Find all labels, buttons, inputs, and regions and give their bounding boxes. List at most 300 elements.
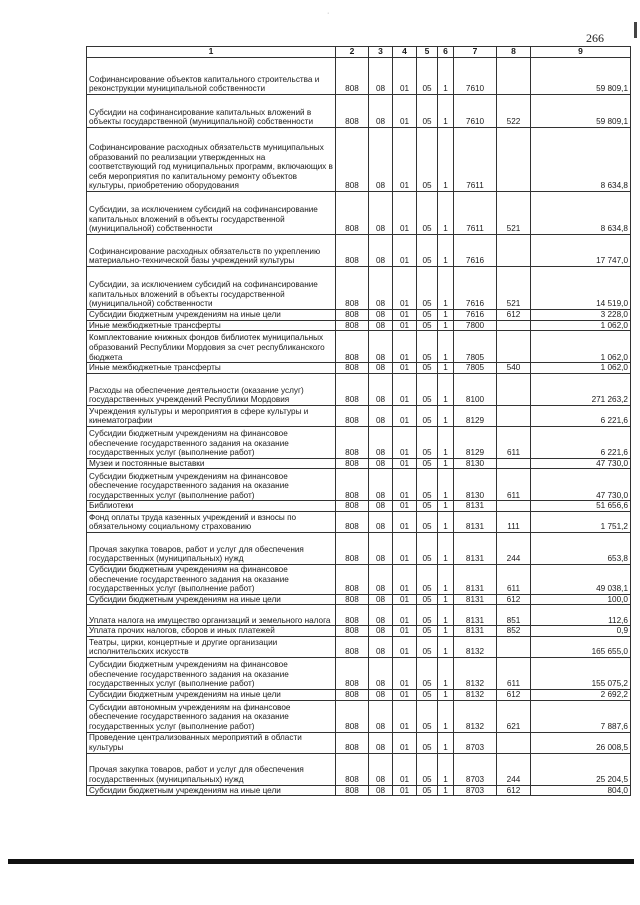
row-code-section: 08 [369, 426, 393, 458]
row-amount: 1 062,0 [531, 320, 631, 331]
row-name: Фонд оплаты труда казенных учреждений и взносы по обязательному социальному страхованию [87, 511, 336, 532]
row-code-program: 05 [417, 331, 438, 363]
row-code-target: 8132 [454, 657, 497, 689]
row-code-ministry: 808 [336, 373, 369, 405]
row-name: Музеи и постоянные выставки [87, 458, 336, 469]
row-code-section: 08 [369, 58, 393, 95]
row-code-section: 08 [369, 564, 393, 594]
row-code-section: 08 [369, 511, 393, 532]
budget-table [86, 46, 631, 796]
row-name: Прочая закупка товаров, работ и услуг для обеспечения государственных (муниципальных) нужд [87, 753, 336, 785]
row-name: Субсидии, за исключением субсидий на софинансирование капитальных вложений в объекты государственной (муниципальной) собственности [87, 267, 336, 310]
row-code-subsection: 01 [393, 626, 417, 637]
row-code-target: 8131 [454, 626, 497, 637]
row-code-target: 8131 [454, 605, 497, 626]
row-code-program: 05 [417, 753, 438, 785]
row-code-ministry: 808 [336, 95, 369, 128]
row-amount: 1 062,0 [531, 363, 631, 374]
row-amount: 17 747,0 [531, 235, 631, 267]
row-code-subprogram: 1 [438, 320, 454, 331]
row-amount: 165 655,0 [531, 636, 631, 657]
row-code-ministry: 808 [336, 605, 369, 626]
row-code-subprogram: 1 [438, 373, 454, 405]
row-code-program: 05 [417, 320, 438, 331]
row-code-target: 8131 [454, 511, 497, 532]
table-row [87, 310, 631, 321]
row-code-expense-type: 244 [497, 532, 531, 564]
table-row [87, 626, 631, 637]
row-code-program: 05 [417, 235, 438, 267]
row-code-expense-type: 521 [497, 192, 531, 235]
row-code-subsection: 01 [393, 636, 417, 657]
row-code-target: 7611 [454, 192, 497, 235]
row-code-target: 8131 [454, 564, 497, 594]
row-name: Субсидии бюджетным учреждениям на иные цели [87, 785, 336, 796]
row-amount: 51 656,6 [531, 501, 631, 512]
row-code-expense-type: 611 [497, 564, 531, 594]
row-code-section: 08 [369, 331, 393, 363]
row-amount: 25 204,5 [531, 753, 631, 785]
row-code-subsection: 01 [393, 363, 417, 374]
row-code-subprogram: 1 [438, 605, 454, 626]
row-code-expense-type: 851 [497, 605, 531, 626]
row-code-subsection: 01 [393, 128, 417, 192]
row-code-subprogram: 1 [438, 331, 454, 363]
row-name: Иные межбюджетные трансферты [87, 363, 336, 374]
row-name: Софинансирование объектов капитального строительства и реконструкции муниципальной собственности [87, 58, 336, 95]
row-code-expense-type: 611 [497, 426, 531, 458]
table-row [87, 192, 631, 235]
row-code-target: 8132 [454, 636, 497, 657]
row-code-ministry: 808 [336, 458, 369, 469]
column-header: 8 [497, 47, 531, 58]
row-code-ministry: 808 [336, 511, 369, 532]
row-code-expense-type: 621 [497, 700, 531, 732]
row-code-subsection: 01 [393, 753, 417, 785]
row-code-program: 05 [417, 501, 438, 512]
row-code-subprogram: 1 [438, 501, 454, 512]
row-code-expense-type [497, 501, 531, 512]
row-code-subprogram: 1 [438, 700, 454, 732]
row-amount: 8 634,8 [531, 128, 631, 192]
row-code-subprogram: 1 [438, 636, 454, 657]
row-code-section: 08 [369, 405, 393, 426]
row-code-ministry: 808 [336, 636, 369, 657]
row-amount: 653,8 [531, 532, 631, 564]
row-code-program: 05 [417, 363, 438, 374]
row-name: Проведение централизованных мероприятий в области культуры [87, 732, 336, 753]
row-amount: 6 221,6 [531, 426, 631, 458]
row-code-ministry: 808 [336, 235, 369, 267]
row-code-ministry: 808 [336, 564, 369, 594]
row-code-expense-type [497, 732, 531, 753]
table-row [87, 58, 631, 95]
row-code-subprogram: 1 [438, 405, 454, 426]
table-row [87, 235, 631, 267]
row-code-expense-type: 612 [497, 689, 531, 700]
row-code-subsection: 01 [393, 95, 417, 128]
column-header: 1 [87, 47, 336, 58]
row-code-program: 05 [417, 310, 438, 321]
row-code-subprogram: 1 [438, 235, 454, 267]
row-name: Расходы на обеспечение деятельности (оказание услуг) государственных учреждений Республики Мордовия [87, 373, 336, 405]
row-code-section: 08 [369, 626, 393, 637]
row-code-subprogram: 1 [438, 753, 454, 785]
row-code-target: 8131 [454, 594, 497, 605]
row-code-ministry: 808 [336, 532, 369, 564]
row-code-program: 05 [417, 405, 438, 426]
row-code-program: 05 [417, 594, 438, 605]
row-code-expense-type [497, 405, 531, 426]
row-code-section: 08 [369, 363, 393, 374]
row-code-subsection: 01 [393, 458, 417, 469]
row-code-section: 08 [369, 605, 393, 626]
row-code-expense-type: 612 [497, 310, 531, 321]
table-row [87, 331, 631, 363]
table-row [87, 636, 631, 657]
row-code-ministry: 808 [336, 657, 369, 689]
row-code-program: 05 [417, 636, 438, 657]
table-body [87, 58, 631, 796]
row-code-subsection: 01 [393, 469, 417, 501]
row-code-subsection: 01 [393, 501, 417, 512]
table-row [87, 363, 631, 374]
row-code-target: 7611 [454, 128, 497, 192]
row-code-target: 8129 [454, 426, 497, 458]
row-code-expense-type: 521 [497, 267, 531, 310]
row-code-program: 05 [417, 426, 438, 458]
table-row [87, 657, 631, 689]
row-code-subprogram: 1 [438, 626, 454, 637]
row-code-subsection: 01 [393, 732, 417, 753]
row-code-program: 05 [417, 95, 438, 128]
table-row [87, 532, 631, 564]
row-code-target: 8131 [454, 532, 497, 564]
row-code-section: 08 [369, 689, 393, 700]
table-row [87, 373, 631, 405]
row-amount: 2 692,2 [531, 689, 631, 700]
row-code-target: 8132 [454, 689, 497, 700]
row-code-program: 05 [417, 373, 438, 405]
row-amount: 7 887,6 [531, 700, 631, 732]
row-name: Субсидии автономным учреждениям на финансовое обеспечение государственного задания на оказание государственных услуг (выполнение работ) [87, 700, 336, 732]
column-header: 4 [393, 47, 417, 58]
row-code-target: 7805 [454, 331, 497, 363]
row-code-subprogram: 1 [438, 594, 454, 605]
row-code-subprogram: 1 [438, 732, 454, 753]
row-code-ministry: 808 [336, 320, 369, 331]
row-code-subprogram: 1 [438, 564, 454, 594]
row-name: Субсидии бюджетным учреждениям на финансовое обеспечение государственного задания на оказание государственных услуг (выполнение работ) [87, 426, 336, 458]
row-code-subprogram: 1 [438, 532, 454, 564]
row-code-expense-type [497, 320, 531, 331]
table-row [87, 700, 631, 732]
row-code-target: 8130 [454, 469, 497, 501]
row-name: Субсидии бюджетным учреждениям на финансовое обеспечение государственного задания на оказание государственных услуг (выполнение работ) [87, 564, 336, 594]
column-header: 9 [531, 47, 631, 58]
row-code-target: 7616 [454, 235, 497, 267]
row-code-expense-type: 111 [497, 511, 531, 532]
row-code-ministry: 808 [336, 405, 369, 426]
row-code-target: 7616 [454, 267, 497, 310]
row-code-subprogram: 1 [438, 458, 454, 469]
table-row [87, 511, 631, 532]
table-row [87, 426, 631, 458]
row-code-section: 08 [369, 320, 393, 331]
row-code-target: 8703 [454, 785, 497, 796]
column-header: 2 [336, 47, 369, 58]
row-code-section: 08 [369, 469, 393, 501]
row-code-subprogram: 1 [438, 95, 454, 128]
row-code-section: 08 [369, 373, 393, 405]
row-code-section: 08 [369, 732, 393, 753]
row-code-program: 05 [417, 564, 438, 594]
row-code-target: 7616 [454, 310, 497, 321]
row-code-section: 08 [369, 458, 393, 469]
table-row [87, 405, 631, 426]
row-code-ministry: 808 [336, 594, 369, 605]
row-code-subsection: 01 [393, 700, 417, 732]
row-code-program: 05 [417, 458, 438, 469]
row-amount: 8 634,8 [531, 192, 631, 235]
row-amount: 14 519,0 [531, 267, 631, 310]
row-code-subsection: 01 [393, 373, 417, 405]
row-code-ministry: 808 [336, 426, 369, 458]
table-row [87, 785, 631, 796]
scan-speck: · [327, 10, 330, 17]
row-name: Софинансирование расходных обязательств по укреплению материально-технической базы учреждений культуры [87, 235, 336, 267]
row-code-expense-type [497, 58, 531, 95]
row-code-program: 05 [417, 58, 438, 95]
row-name: Субсидии бюджетным учреждениям на иные цели [87, 310, 336, 321]
row-code-target: 8100 [454, 373, 497, 405]
row-code-target: 7800 [454, 320, 497, 331]
row-code-expense-type: 612 [497, 785, 531, 796]
row-name: Комплектование книжных фондов библиотек муниципальных образований Республики Мордовия за счет республиканского бюджета [87, 331, 336, 363]
row-code-ministry: 808 [336, 626, 369, 637]
table-row [87, 95, 631, 128]
row-code-ministry: 808 [336, 331, 369, 363]
row-code-ministry: 808 [336, 700, 369, 732]
row-code-program: 05 [417, 267, 438, 310]
table-row [87, 320, 631, 331]
row-code-subsection: 01 [393, 564, 417, 594]
row-amount: 26 008,5 [531, 732, 631, 753]
row-code-section: 08 [369, 235, 393, 267]
row-code-subsection: 01 [393, 426, 417, 458]
row-name: Субсидии бюджетным учреждениям на иные цели [87, 594, 336, 605]
row-name: Уплата прочих налогов, сборов и иных платежей [87, 626, 336, 637]
table-row [87, 689, 631, 700]
row-code-subprogram: 1 [438, 363, 454, 374]
row-amount: 59 809,1 [531, 58, 631, 95]
row-code-subsection: 01 [393, 532, 417, 564]
row-code-section: 08 [369, 95, 393, 128]
table-row [87, 458, 631, 469]
table-row [87, 753, 631, 785]
row-code-target: 8131 [454, 501, 497, 512]
row-amount: 1 751,2 [531, 511, 631, 532]
row-amount: 155 075,2 [531, 657, 631, 689]
table-row [87, 564, 631, 594]
row-code-section: 08 [369, 192, 393, 235]
row-code-subsection: 01 [393, 331, 417, 363]
table-header-row [87, 47, 631, 58]
row-code-subsection: 01 [393, 594, 417, 605]
row-amount: 59 809,1 [531, 95, 631, 128]
row-code-ministry: 808 [336, 753, 369, 785]
row-code-expense-type [497, 373, 531, 405]
table-row [87, 501, 631, 512]
row-amount: 271 263,2 [531, 373, 631, 405]
row-code-program: 05 [417, 128, 438, 192]
row-name: Учреждения культуры и мероприятия в сфере культуры и кинематографии [87, 405, 336, 426]
row-name: Библиотеки [87, 501, 336, 512]
row-code-program: 05 [417, 532, 438, 564]
row-amount: 100,0 [531, 594, 631, 605]
row-code-expense-type [497, 128, 531, 192]
row-code-program: 05 [417, 700, 438, 732]
row-code-expense-type [497, 235, 531, 267]
row-code-subprogram: 1 [438, 58, 454, 95]
row-code-target: 8132 [454, 700, 497, 732]
row-code-subprogram: 1 [438, 267, 454, 310]
row-code-subprogram: 1 [438, 469, 454, 501]
table-row [87, 128, 631, 192]
row-code-program: 05 [417, 192, 438, 235]
column-header: 7 [454, 47, 497, 58]
page-number: 266 [586, 31, 604, 45]
row-amount: 47 730,0 [531, 458, 631, 469]
row-amount: 47 730,0 [531, 469, 631, 501]
row-code-expense-type: 522 [497, 95, 531, 128]
row-code-subsection: 01 [393, 310, 417, 321]
row-code-ministry: 808 [336, 689, 369, 700]
row-code-subsection: 01 [393, 267, 417, 310]
row-name: Субсидии на софинансирование капитальных вложений в объекты государственной (муниципальной) собственности [87, 95, 336, 128]
row-code-section: 08 [369, 594, 393, 605]
row-name: Театры, цирки, концертные и другие организации исполнительских искусств [87, 636, 336, 657]
row-code-subprogram: 1 [438, 785, 454, 796]
row-code-target: 7610 [454, 58, 497, 95]
row-code-subsection: 01 [393, 58, 417, 95]
row-code-subprogram: 1 [438, 657, 454, 689]
row-code-ministry: 808 [336, 363, 369, 374]
row-code-ministry: 808 [336, 310, 369, 321]
scan-edge-mark [634, 22, 637, 38]
row-code-target: 7610 [454, 95, 497, 128]
row-code-target: 8129 [454, 405, 497, 426]
row-code-ministry: 808 [336, 469, 369, 501]
row-code-subprogram: 1 [438, 511, 454, 532]
row-amount: 112,6 [531, 605, 631, 626]
row-code-subprogram: 1 [438, 310, 454, 321]
row-amount: 804,0 [531, 785, 631, 796]
row-code-subprogram: 1 [438, 128, 454, 192]
row-amount: 6 221,6 [531, 405, 631, 426]
row-code-program: 05 [417, 732, 438, 753]
row-code-program: 05 [417, 657, 438, 689]
row-code-program: 05 [417, 469, 438, 501]
row-name: Субсидии, за исключением субсидий на софинансирование капитальных вложений в объекты государственной (муниципальной) собственности [87, 192, 336, 235]
row-code-target: 8703 [454, 732, 497, 753]
row-code-expense-type: 611 [497, 657, 531, 689]
table-row [87, 469, 631, 501]
row-code-section: 08 [369, 501, 393, 512]
row-name: Прочая закупка товаров, работ и услуг для обеспечения государственных (муниципальных) нужд [87, 532, 336, 564]
row-code-section: 08 [369, 128, 393, 192]
row-code-subprogram: 1 [438, 426, 454, 458]
row-name: Субсидии бюджетным учреждениям на финансовое обеспечение государственного задания на оказание государственных услуг (выполнение работ) [87, 657, 336, 689]
row-code-program: 05 [417, 689, 438, 700]
row-code-expense-type [497, 636, 531, 657]
row-code-subsection: 01 [393, 785, 417, 796]
row-code-section: 08 [369, 657, 393, 689]
row-code-subsection: 01 [393, 405, 417, 426]
table-row [87, 732, 631, 753]
row-name: Субсидии бюджетным учреждениям на иные цели [87, 689, 336, 700]
row-name: Субсидии бюджетным учреждениям на финансовое обеспечение государственного задания на оказание государственных услуг (выполнение работ) [87, 469, 336, 501]
row-code-expense-type: 612 [497, 594, 531, 605]
bottom-rule [8, 859, 634, 864]
row-amount: 49 038,1 [531, 564, 631, 594]
column-header: 3 [369, 47, 393, 58]
row-code-expense-type: 244 [497, 753, 531, 785]
row-code-program: 05 [417, 511, 438, 532]
table-row [87, 267, 631, 310]
table-row [87, 605, 631, 626]
row-code-section: 08 [369, 310, 393, 321]
row-amount: 0,9 [531, 626, 631, 637]
row-code-target: 8703 [454, 753, 497, 785]
row-code-ministry: 808 [336, 128, 369, 192]
row-code-program: 05 [417, 785, 438, 796]
column-header: 6 [438, 47, 454, 58]
row-code-ministry: 808 [336, 267, 369, 310]
row-amount: 3 228,0 [531, 310, 631, 321]
row-code-subsection: 01 [393, 605, 417, 626]
row-code-section: 08 [369, 267, 393, 310]
row-code-section: 08 [369, 785, 393, 796]
row-code-program: 05 [417, 605, 438, 626]
row-code-ministry: 808 [336, 58, 369, 95]
column-header: 5 [417, 47, 438, 58]
row-code-section: 08 [369, 636, 393, 657]
row-code-expense-type: 540 [497, 363, 531, 374]
row-code-subprogram: 1 [438, 192, 454, 235]
row-name: Софинансирование расходных обязательств муниципальных образований по реализации утвержденных на соответствующий год муниципальных программ, включающих в себя мероприятия по капитальному ремонту объектов культуры, приобретению оборудования [87, 128, 336, 192]
row-code-ministry: 808 [336, 192, 369, 235]
row-code-ministry: 808 [336, 785, 369, 796]
row-code-section: 08 [369, 753, 393, 785]
row-name: Иные межбюджетные трансферты [87, 320, 336, 331]
row-code-subsection: 01 [393, 511, 417, 532]
row-name: Уплата налога на имущество организаций и земельного налога [87, 605, 336, 626]
row-code-subprogram: 1 [438, 689, 454, 700]
table-row [87, 594, 631, 605]
row-code-expense-type [497, 331, 531, 363]
row-code-subsection: 01 [393, 320, 417, 331]
row-code-ministry: 808 [336, 732, 369, 753]
row-code-program: 05 [417, 626, 438, 637]
row-code-expense-type [497, 458, 531, 469]
row-code-subsection: 01 [393, 192, 417, 235]
row-code-subsection: 01 [393, 689, 417, 700]
row-code-section: 08 [369, 700, 393, 732]
row-code-expense-type: 852 [497, 626, 531, 637]
row-code-subsection: 01 [393, 235, 417, 267]
row-code-section: 08 [369, 532, 393, 564]
